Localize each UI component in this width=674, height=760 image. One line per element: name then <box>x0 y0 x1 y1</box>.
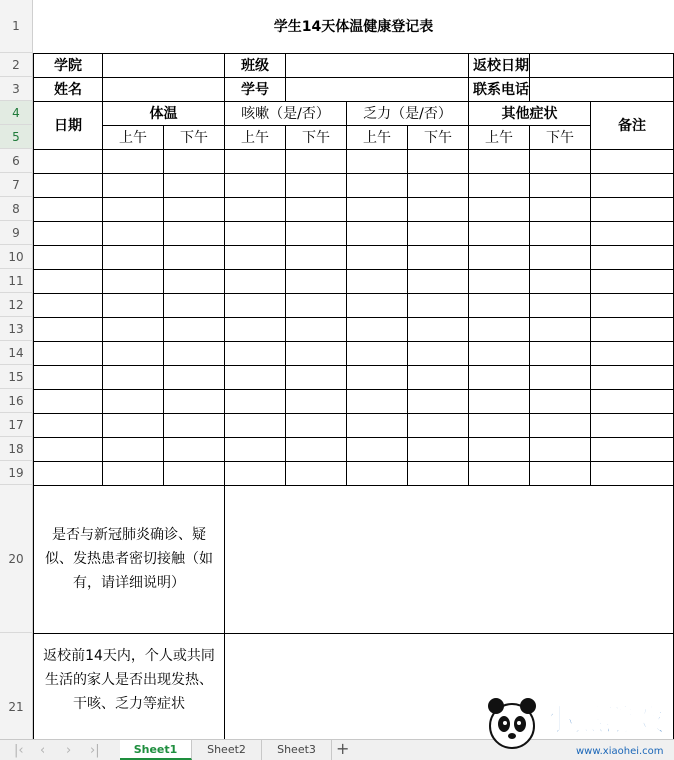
data-cell[interactable] <box>469 149 530 173</box>
data-cell[interactable] <box>225 245 286 269</box>
fatigue-header[interactable]: 乏力（是/否） <box>347 101 469 125</box>
data-cell[interactable] <box>225 221 286 245</box>
data-cell[interactable] <box>164 365 225 389</box>
add-sheet-button[interactable]: + <box>336 739 350 758</box>
data-cell[interactable] <box>286 389 347 413</box>
data-cell[interactable] <box>286 173 347 197</box>
data-cell[interactable] <box>347 437 408 461</box>
data-cell[interactable] <box>103 317 164 341</box>
row-header[interactable]: 8 <box>0 197 33 221</box>
data-cell[interactable] <box>103 197 164 221</box>
data-cell[interactable] <box>103 437 164 461</box>
data-cell[interactable] <box>164 437 225 461</box>
data-cell[interactable] <box>469 341 530 365</box>
other-pm-header[interactable]: 下午 <box>530 125 591 149</box>
row-header[interactable]: 3 <box>0 77 33 101</box>
logo-url: www.xiaohei.com <box>576 746 664 757</box>
table-row <box>34 389 674 413</box>
data-cell[interactable] <box>286 245 347 269</box>
data-cell[interactable] <box>347 173 408 197</box>
data-cell[interactable] <box>164 269 225 293</box>
data-cell[interactable] <box>286 461 347 485</box>
data-cell[interactable] <box>591 437 674 461</box>
data-cell[interactable] <box>103 461 164 485</box>
data-cell[interactable] <box>347 341 408 365</box>
data-cell[interactable] <box>103 269 164 293</box>
data-cell[interactable] <box>286 341 347 365</box>
form-table <box>33 0 674 739</box>
data-cell[interactable] <box>347 245 408 269</box>
data-cell[interactable] <box>34 269 103 293</box>
data-cell[interactable] <box>530 149 591 173</box>
table-row <box>34 293 674 317</box>
data-cell[interactable] <box>469 197 530 221</box>
tab-sheet3[interactable]: Sheet3 <box>262 740 332 760</box>
data-cell[interactable] <box>469 221 530 245</box>
data-cell[interactable] <box>408 365 469 389</box>
data-cell[interactable] <box>591 221 674 245</box>
row-header[interactable]: 5 <box>0 125 33 149</box>
cough-header[interactable]: 咳嗽（是/否） <box>225 101 347 125</box>
data-cell[interactable] <box>530 437 591 461</box>
data-cell[interactable] <box>34 341 103 365</box>
data-cell[interactable] <box>103 413 164 437</box>
temp-pm-header[interactable]: 下午 <box>164 125 225 149</box>
data-cell[interactable] <box>347 221 408 245</box>
row-header[interactable]: 4 <box>0 101 33 125</box>
fatigue-am-header[interactable]: 上午 <box>347 125 408 149</box>
data-cell[interactable] <box>408 173 469 197</box>
contact-answer-cell[interactable] <box>225 485 674 633</box>
data-cell[interactable] <box>34 317 103 341</box>
table-row <box>34 437 674 461</box>
data-cell[interactable] <box>408 437 469 461</box>
data-cell[interactable] <box>530 413 591 437</box>
symptom-question-cell[interactable]: 返校前14天内，个人或共同生活的家人是否出现发热、干咳、乏力等症状 <box>34 633 225 739</box>
data-cell[interactable] <box>286 437 347 461</box>
cough-am-header[interactable]: 上午 <box>225 125 286 149</box>
data-cell[interactable] <box>286 149 347 173</box>
data-cell[interactable] <box>103 149 164 173</box>
other-am-header[interactable]: 上午 <box>469 125 530 149</box>
data-cell[interactable] <box>591 413 674 437</box>
data-cell[interactable] <box>225 149 286 173</box>
data-cell[interactable] <box>347 389 408 413</box>
data-cell[interactable] <box>591 269 674 293</box>
student-id-value-cell[interactable] <box>286 77 469 101</box>
data-cell[interactable] <box>591 461 674 485</box>
data-cell[interactable] <box>164 221 225 245</box>
name-value-cell[interactable] <box>103 77 225 101</box>
data-cell[interactable] <box>530 197 591 221</box>
class-label[interactable]: 班级 <box>225 53 286 77</box>
data-cell[interactable] <box>408 317 469 341</box>
row-header[interactable]: 18 <box>0 437 33 461</box>
data-cell[interactable] <box>103 341 164 365</box>
data-cell[interactable] <box>225 341 286 365</box>
data-cell[interactable] <box>408 221 469 245</box>
data-cell[interactable] <box>469 389 530 413</box>
next-sheet-icon[interactable]: › <box>66 743 72 758</box>
temperature-header[interactable]: 体温 <box>103 101 225 125</box>
row-header[interactable]: 12 <box>0 293 33 317</box>
data-cell[interactable] <box>286 365 347 389</box>
data-cell[interactable] <box>225 317 286 341</box>
data-cell[interactable] <box>530 317 591 341</box>
data-cell[interactable] <box>530 221 591 245</box>
data-cell[interactable] <box>408 269 469 293</box>
data-cell[interactable] <box>591 365 674 389</box>
data-cell[interactable] <box>469 245 530 269</box>
data-cell[interactable] <box>225 389 286 413</box>
data-cell[interactable] <box>591 245 674 269</box>
data-cell[interactable] <box>34 173 103 197</box>
row-header[interactable]: 13 <box>0 317 33 341</box>
data-cell[interactable] <box>530 461 591 485</box>
row-header[interactable]: 21 <box>0 633 33 739</box>
data-cell[interactable] <box>408 389 469 413</box>
data-cell[interactable] <box>164 317 225 341</box>
table-row <box>34 365 674 389</box>
data-cell[interactable] <box>34 197 103 221</box>
first-sheet-icon[interactable]: |‹ <box>14 743 24 758</box>
data-cell[interactable] <box>469 461 530 485</box>
data-cell[interactable] <box>469 365 530 389</box>
fatigue-pm-header[interactable]: 下午 <box>408 125 469 149</box>
tab-sheet2[interactable]: Sheet2 <box>192 740 262 760</box>
site-logo <box>484 688 674 760</box>
table-row <box>34 413 674 437</box>
data-cell[interactable] <box>34 149 103 173</box>
data-cell[interactable] <box>103 293 164 317</box>
return-date-value-cell[interactable] <box>530 53 674 77</box>
data-cell[interactable] <box>591 317 674 341</box>
data-cell[interactable] <box>225 293 286 317</box>
row-header[interactable]: 11 <box>0 269 33 293</box>
row-header[interactable]: 17 <box>0 413 33 437</box>
table-row <box>34 197 674 221</box>
data-cell[interactable] <box>164 341 225 365</box>
row-header[interactable]: 7 <box>0 173 33 197</box>
student-id-label[interactable]: 学号 <box>225 77 286 101</box>
table-row <box>34 461 674 485</box>
data-cell[interactable] <box>164 461 225 485</box>
data-cell[interactable] <box>103 389 164 413</box>
data-cell[interactable] <box>225 437 286 461</box>
data-cell[interactable] <box>591 293 674 317</box>
data-cell[interactable] <box>469 269 530 293</box>
phone-value-cell[interactable] <box>530 77 674 101</box>
row-header[interactable]: 1 <box>0 0 33 53</box>
data-cell[interactable] <box>164 173 225 197</box>
data-cell[interactable] <box>164 149 225 173</box>
data-cell[interactable] <box>34 365 103 389</box>
row-header[interactable]: 6 <box>0 149 33 173</box>
data-cell[interactable] <box>347 149 408 173</box>
data-cell[interactable] <box>286 221 347 245</box>
data-cell[interactable] <box>408 197 469 221</box>
row-header[interactable]: 14 <box>0 341 33 365</box>
data-cell[interactable] <box>225 269 286 293</box>
data-cell[interactable] <box>225 461 286 485</box>
data-cell[interactable] <box>103 365 164 389</box>
data-cell[interactable] <box>225 197 286 221</box>
data-cell[interactable] <box>469 293 530 317</box>
data-cell[interactable] <box>164 245 225 269</box>
table-row <box>34 245 674 269</box>
row-header[interactable]: 19 <box>0 461 33 485</box>
data-cell[interactable] <box>469 173 530 197</box>
panda-icon <box>488 698 536 748</box>
data-cell[interactable] <box>530 245 591 269</box>
data-cell[interactable] <box>225 413 286 437</box>
data-cell[interactable] <box>164 413 225 437</box>
data-cell[interactable] <box>286 293 347 317</box>
data-cell[interactable] <box>469 317 530 341</box>
date-header[interactable]: 日期 <box>34 101 103 149</box>
data-cell[interactable] <box>347 461 408 485</box>
college-label[interactable]: 学院 <box>34 53 103 77</box>
data-cell[interactable] <box>34 389 103 413</box>
data-cell[interactable] <box>347 365 408 389</box>
row-header[interactable]: 15 <box>0 365 33 389</box>
table-row <box>34 221 674 245</box>
return-date-label[interactable]: 返校日期 <box>469 53 530 77</box>
data-cell[interactable] <box>225 365 286 389</box>
cough-pm-header[interactable]: 下午 <box>286 125 347 149</box>
data-cell[interactable] <box>591 389 674 413</box>
data-cell[interactable] <box>530 389 591 413</box>
data-cell[interactable] <box>164 293 225 317</box>
data-cell[interactable] <box>225 173 286 197</box>
other-symptoms-header[interactable]: 其他症状 <box>469 101 591 125</box>
row-header[interactable]: 16 <box>0 389 33 413</box>
data-cell[interactable] <box>591 341 674 365</box>
phone-label[interactable]: 联系电话 <box>469 77 530 101</box>
table-row <box>34 317 674 341</box>
contact-question-cell[interactable]: 是否与新冠肺炎确诊、疑似、发热患者密切接触（如有，请详细说明） <box>34 485 225 633</box>
last-sheet-icon[interactable]: ›| <box>90 743 100 758</box>
data-cell[interactable] <box>347 269 408 293</box>
data-cell[interactable] <box>530 293 591 317</box>
data-cell[interactable] <box>408 461 469 485</box>
data-cell[interactable] <box>286 317 347 341</box>
data-cell[interactable] <box>286 269 347 293</box>
row-header[interactable]: 10 <box>0 245 33 269</box>
data-cell[interactable] <box>469 413 530 437</box>
data-cell[interactable] <box>591 197 674 221</box>
data-cell[interactable] <box>347 317 408 341</box>
row-header[interactable]: 2 <box>0 53 33 77</box>
data-cell[interactable] <box>591 173 674 197</box>
data-cell[interactable] <box>347 413 408 437</box>
data-cell[interactable] <box>286 413 347 437</box>
data-cell[interactable] <box>34 245 103 269</box>
tab-sheet1[interactable]: Sheet1 <box>120 740 192 760</box>
prev-sheet-icon[interactable]: ‹ <box>40 743 46 758</box>
data-cell[interactable] <box>408 341 469 365</box>
data-cell[interactable] <box>34 293 103 317</box>
data-cell[interactable] <box>408 149 469 173</box>
data-cell[interactable] <box>530 269 591 293</box>
table-row <box>34 269 674 293</box>
college-value-cell[interactable] <box>103 53 225 77</box>
table-row <box>34 341 674 365</box>
remarks-header[interactable]: 备注 <box>591 101 674 149</box>
data-cell[interactable] <box>34 461 103 485</box>
data-cell[interactable] <box>34 221 103 245</box>
data-cell[interactable] <box>591 149 674 173</box>
data-cell[interactable] <box>530 341 591 365</box>
data-cell[interactable] <box>103 245 164 269</box>
data-cell[interactable] <box>164 389 225 413</box>
row-header[interactable]: 9 <box>0 221 33 245</box>
data-cell[interactable] <box>347 197 408 221</box>
logo-text: 小黑游戏 <box>544 703 664 738</box>
table-row <box>34 173 674 197</box>
data-cell[interactable] <box>469 437 530 461</box>
data-cell[interactable] <box>347 293 408 317</box>
temp-am-header[interactable]: 上午 <box>103 125 164 149</box>
data-cell[interactable] <box>164 197 225 221</box>
data-cell[interactable] <box>530 365 591 389</box>
row-header[interactable]: 20 <box>0 485 33 633</box>
data-cell[interactable] <box>103 221 164 245</box>
form-title[interactable]: 学生14天体温健康登记表 <box>34 0 674 53</box>
class-value-cell[interactable] <box>286 53 469 77</box>
data-cell[interactable] <box>34 413 103 437</box>
data-cell[interactable] <box>530 173 591 197</box>
data-cell[interactable] <box>103 173 164 197</box>
data-cell[interactable] <box>408 245 469 269</box>
name-label[interactable]: 姓名 <box>34 77 103 101</box>
data-cell[interactable] <box>34 437 103 461</box>
data-cell[interactable] <box>286 197 347 221</box>
data-cell[interactable] <box>408 293 469 317</box>
data-cell[interactable] <box>408 413 469 437</box>
table-row <box>34 149 674 173</box>
